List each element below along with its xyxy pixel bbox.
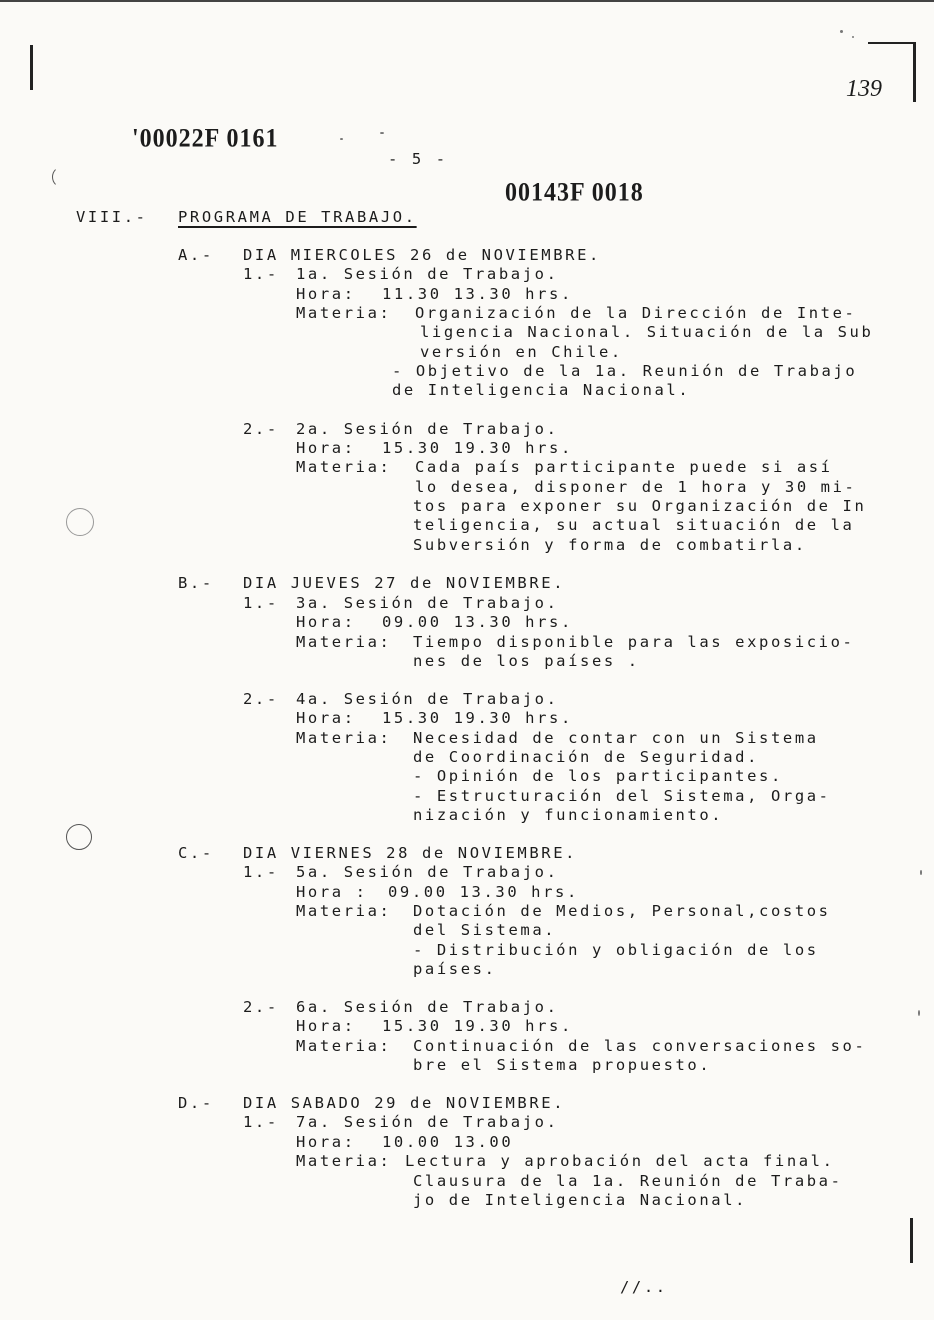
hora-label: Hora: (296, 1133, 356, 1151)
scan-speck (918, 1010, 920, 1016)
right-margin-mark-bottom (910, 1218, 913, 1263)
materia-line: jo de Inteligencia Nacional. (413, 1191, 748, 1209)
session-number: 1.- (243, 863, 279, 881)
materia-line: - Distribución y obligación de los (413, 941, 819, 959)
session-number: 1.- (243, 1113, 279, 1131)
hora-label: Hora: (296, 613, 356, 631)
session-title: 4a. Sesión de Trabajo. (296, 690, 559, 708)
scan-speck (840, 30, 843, 33)
materia-line: versión en Chile. (420, 343, 623, 361)
scan-speck (380, 132, 384, 134)
materia-label: Materia: (296, 729, 392, 747)
hora-label: Hora: (296, 1017, 356, 1035)
session-title: 1a. Sesión de Trabajo. (296, 265, 559, 283)
hora-value: 15.30 19.30 hrs. (382, 439, 573, 457)
punch-hole-bottom (66, 824, 92, 850)
day-letter: A.- (178, 246, 214, 264)
punch-hole-top (52, 166, 74, 188)
materia-line: - Objetivo de la 1a. Reunión de Trabajo (392, 362, 858, 380)
left-margin-mark (30, 45, 33, 90)
hora-value: 09.00 13.30 hrs. (388, 883, 579, 901)
session-title: 5a. Sesión de Trabajo. (296, 863, 559, 881)
handwritten-page-number: 139 (846, 76, 882, 102)
day-letter: D.- (178, 1094, 214, 1112)
hora-value: 09.00 13.30 hrs. (382, 613, 573, 631)
session-number: 2.- (243, 420, 279, 438)
scan-speck (340, 138, 343, 140)
hora-label: Hora: (296, 439, 356, 457)
hora-label: Hora : (296, 883, 368, 901)
materia-line: lo desea, disponer de 1 hora y 30 mi- (415, 478, 857, 496)
materia-line: - Opinión de los participantes. (413, 767, 783, 785)
materia-line: ligencia Nacional. Situación de la Sub (420, 323, 874, 341)
session-title: 6a. Sesión de Trabajo. (296, 998, 559, 1016)
materia-line: - Estructuración del Sistema, Orga- (413, 787, 831, 805)
materia-line: bre el Sistema propuesto. (413, 1056, 712, 1074)
materia-label: Materia: (296, 1152, 392, 1170)
materia-line: de Inteligencia Nacional. (392, 381, 691, 399)
hora-label: Hora: (296, 709, 356, 727)
materia-line: Lectura y aprobación del acta final. (405, 1152, 835, 1170)
hora-value: 10.00 13.00 (382, 1133, 514, 1151)
section-number: VIII.- (76, 208, 148, 226)
materia-line: Dotación de Medios, Personal,costos (413, 902, 831, 920)
archive-stamp-right: 00143F 0018 (505, 178, 644, 208)
scan-speck (920, 870, 922, 875)
materia-line: tos para exponer su Organización de In (413, 497, 867, 515)
session-title: 3a. Sesión de Trabajo. (296, 594, 559, 612)
page-number: - 5 - (388, 150, 448, 168)
materia-line: teligencia, su actual situación de la (413, 516, 855, 534)
scan-speck (852, 36, 854, 38)
session-number: 2.- (243, 998, 279, 1016)
materia-line: nes de los países . (413, 652, 640, 670)
day-heading: DIA VIERNES 28 de NOVIEMBRE. (243, 844, 578, 862)
materia-label: Materia: (296, 458, 392, 476)
materia-line: Organización de la Dirección de Inte- (415, 304, 857, 322)
materia-line: Cada país participante puede si así (415, 458, 833, 476)
materia-line: del Sistema. (413, 921, 557, 939)
day-heading: DIA SABADO 29 de NOVIEMBRE. (243, 1094, 566, 1112)
materia-label: Materia: (296, 304, 392, 322)
hora-label: Hora: (296, 285, 356, 303)
session-number: 1.- (243, 265, 279, 283)
session-number: 1.- (243, 594, 279, 612)
archive-stamp-left: '00022F 0161 (132, 124, 279, 154)
day-heading: DIA JUEVES 27 de NOVIEMBRE. (243, 574, 566, 592)
materia-line: Necesidad de contar con un Sistema (413, 729, 819, 747)
materia-line: Clausura de la 1a. Reunión de Traba- (413, 1172, 843, 1190)
hora-value: 15.30 19.30 hrs. (382, 709, 573, 727)
materia-line: Tiempo disponible para las exposicio- (413, 633, 855, 651)
hora-value: 11.30 13.30 hrs. (382, 285, 573, 303)
day-letter: C.- (178, 844, 214, 862)
materia-line: Subversión y forma de combatirla. (413, 536, 807, 554)
day-heading: DIA MIERCOLES 26 de NOVIEMBRE. (243, 246, 601, 264)
materia-label: Materia: (296, 633, 392, 651)
continuation-mark: //.. (620, 1278, 668, 1296)
materia-line: de Coordinación de Seguridad. (413, 748, 760, 766)
session-number: 2.- (243, 690, 279, 708)
top-right-corner-mark (868, 42, 916, 44)
materia-line: nización y funcionamiento. (413, 806, 724, 824)
materia-label: Materia: (296, 1037, 392, 1055)
hora-value: 15.30 19.30 hrs. (382, 1017, 573, 1035)
punch-hole-middle (66, 508, 94, 536)
section-title: PROGRAMA DE TRABAJO. (178, 208, 417, 226)
materia-line: Continuación de las conversaciones so- (413, 1037, 867, 1055)
materia-label: Materia: (296, 902, 392, 920)
right-margin-mark-top (913, 42, 916, 102)
top-edge-line (0, 0, 934, 2)
session-title: 7a. Sesión de Trabajo. (296, 1113, 559, 1131)
day-letter: B.- (178, 574, 214, 592)
materia-line: países. (413, 960, 497, 978)
session-title: 2a. Sesión de Trabajo. (296, 420, 559, 438)
